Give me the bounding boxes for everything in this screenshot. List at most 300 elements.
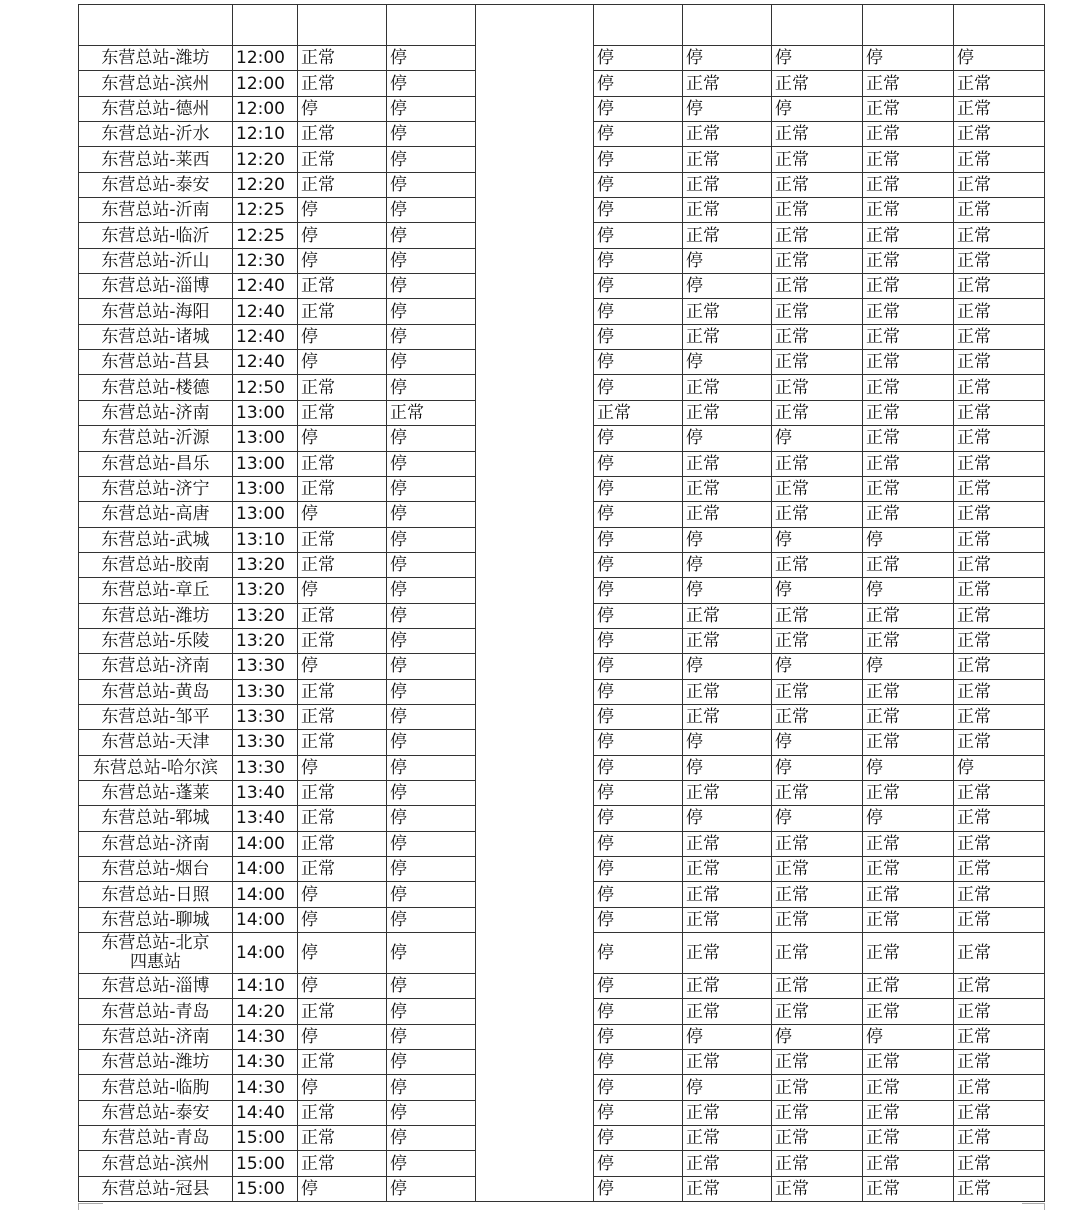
- status-cell: 正常: [298, 375, 387, 400]
- header-status-3: [594, 5, 683, 46]
- status-cell: 正常: [772, 400, 863, 425]
- gap-cell: [476, 451, 594, 476]
- gap-cell: [476, 780, 594, 805]
- status-cell: 正常: [772, 1151, 863, 1176]
- status-cell: 停: [683, 552, 772, 577]
- status-cell: 停: [594, 1050, 683, 1075]
- time-cell: 12:20: [233, 147, 298, 172]
- status-cell: 正常: [863, 248, 954, 273]
- time-cell: 13:00: [233, 426, 298, 451]
- time-cell: 13:40: [233, 780, 298, 805]
- status-cell: 停: [298, 654, 387, 679]
- status-cell: 正常: [772, 974, 863, 999]
- status-cell: 停: [298, 324, 387, 349]
- gap-cell: [476, 299, 594, 324]
- table-row: [79, 1024, 1045, 1049]
- status-cell: 停: [772, 96, 863, 121]
- status-cell: 停: [594, 1176, 683, 1201]
- route-cell: 东营总站-济南: [79, 831, 233, 856]
- status-cell: 正常: [863, 451, 954, 476]
- status-cell: 正常: [298, 831, 387, 856]
- status-cell: 停: [772, 654, 863, 679]
- status-cell: 停: [683, 654, 772, 679]
- status-cell: 停: [954, 755, 1045, 780]
- table-row: [79, 46, 1045, 71]
- table-row: [79, 603, 1045, 628]
- table-row: [79, 933, 1045, 974]
- table-row: [79, 907, 1045, 932]
- route-line-2: 四惠站: [130, 952, 181, 973]
- status-cell: 停: [683, 527, 772, 552]
- route-cell: 东营总站-沂源: [79, 426, 233, 451]
- status-cell: 正常: [772, 999, 863, 1024]
- status-cell: 停: [594, 1151, 683, 1176]
- route-cell: 东营总站-武城: [79, 527, 233, 552]
- gap-cell: [476, 1024, 594, 1049]
- time-cell: 13:30: [233, 654, 298, 679]
- status-cell: 正常: [683, 324, 772, 349]
- status-cell: 正常: [683, 223, 772, 248]
- status-cell: 停: [772, 730, 863, 755]
- status-cell: 正常: [863, 71, 954, 96]
- status-cell: 正常: [683, 147, 772, 172]
- status-cell: 正常: [298, 679, 387, 704]
- status-cell: 正常: [683, 451, 772, 476]
- status-cell: 停: [594, 502, 683, 527]
- route-cell: 东营总站-高唐: [79, 502, 233, 527]
- table-row: [79, 527, 1045, 552]
- route-cell: 东营总站-潍坊: [79, 603, 233, 628]
- status-cell: 正常: [954, 1100, 1045, 1125]
- status-cell: 正常: [683, 679, 772, 704]
- table-row: [79, 755, 1045, 780]
- status-cell: 停: [387, 375, 476, 400]
- status-cell: 停: [863, 578, 954, 603]
- route-line-1: 东营总站-北京: [101, 933, 210, 954]
- status-cell: 正常: [683, 198, 772, 223]
- status-cell: 正常: [772, 1050, 863, 1075]
- gap-cell: [476, 274, 594, 299]
- time-cell: 13:20: [233, 552, 298, 577]
- route-cell: 东营总站-济南: [79, 400, 233, 425]
- status-cell: 正常: [954, 122, 1045, 147]
- gap-cell: [476, 882, 594, 907]
- time-cell: 12:40: [233, 350, 298, 375]
- status-cell: 正常: [772, 223, 863, 248]
- table-row: [79, 806, 1045, 831]
- route-cell: 东营总站-济南: [79, 1024, 233, 1049]
- time-cell: 13:00: [233, 502, 298, 527]
- status-cell: 正常: [772, 1126, 863, 1151]
- schedule-body: [79, 46, 1045, 1202]
- status-cell: 停: [387, 274, 476, 299]
- status-cell: 停: [387, 552, 476, 577]
- gap-cell: [476, 147, 594, 172]
- status-cell: 正常: [772, 1100, 863, 1125]
- status-cell: 正常: [298, 1126, 387, 1151]
- status-cell: 正常: [772, 628, 863, 653]
- status-cell: 正常: [863, 375, 954, 400]
- status-cell: 停: [594, 274, 683, 299]
- status-cell: 停: [594, 324, 683, 349]
- route-cell: 东营总站-潍坊: [79, 1050, 233, 1075]
- status-cell: 正常: [863, 679, 954, 704]
- status-cell: 停: [594, 350, 683, 375]
- route-cell: 东营总站-黄岛: [79, 679, 233, 704]
- route-cell: 东营总站-青岛: [79, 1126, 233, 1151]
- status-cell: 正常: [863, 780, 954, 805]
- route-cell: 东营总站-郓城: [79, 806, 233, 831]
- status-cell: 停: [387, 999, 476, 1024]
- status-cell: 停: [772, 755, 863, 780]
- time-cell: 12:00: [233, 71, 298, 96]
- status-cell: 正常: [863, 147, 954, 172]
- route-cell: 东营总站-淄博: [79, 274, 233, 299]
- status-cell: 正常: [594, 400, 683, 425]
- status-cell: 正常: [772, 907, 863, 932]
- status-cell: 停: [594, 46, 683, 71]
- status-cell: 正常: [683, 1126, 772, 1151]
- gap-cell: [476, 603, 594, 628]
- status-cell: 正常: [863, 274, 954, 299]
- status-cell: 停: [683, 426, 772, 451]
- time-cell: 12:00: [233, 46, 298, 71]
- time-cell: 13:20: [233, 603, 298, 628]
- status-cell: 停: [298, 198, 387, 223]
- gap-cell: [476, 375, 594, 400]
- status-cell: 正常: [954, 172, 1045, 197]
- status-cell: 停: [594, 857, 683, 882]
- status-cell: 正常: [683, 603, 772, 628]
- status-cell: 正常: [863, 831, 954, 856]
- route-cell: 东营总站-胶南: [79, 552, 233, 577]
- gap-cell: [476, 679, 594, 704]
- status-cell: 停: [387, 299, 476, 324]
- time-cell: 12:40: [233, 299, 298, 324]
- table-row: [79, 552, 1045, 577]
- route-cell: 东营总站-德州: [79, 96, 233, 121]
- table-row: [79, 578, 1045, 603]
- status-cell: 正常: [954, 1176, 1045, 1201]
- status-cell: 正常: [954, 578, 1045, 603]
- table-row: [79, 1176, 1045, 1201]
- status-cell: 停: [683, 730, 772, 755]
- status-cell: 正常: [954, 71, 1045, 96]
- status-cell: 停: [387, 857, 476, 882]
- table-row: [79, 324, 1045, 349]
- status-cell: 正常: [683, 299, 772, 324]
- status-cell: 正常: [863, 122, 954, 147]
- route-cell: 东营总站-临沂: [79, 223, 233, 248]
- status-cell: 停: [387, 806, 476, 831]
- gap-cell: [476, 223, 594, 248]
- gap-cell: [476, 122, 594, 147]
- table-row: [79, 451, 1045, 476]
- table-row: [79, 476, 1045, 501]
- status-cell: 正常: [863, 907, 954, 932]
- gap-cell: [476, 704, 594, 729]
- status-cell: 停: [683, 96, 772, 121]
- status-cell: 正常: [683, 400, 772, 425]
- status-cell: 正常: [683, 375, 772, 400]
- status-cell: 正常: [954, 299, 1045, 324]
- status-cell: 停: [683, 274, 772, 299]
- status-cell: 正常: [298, 46, 387, 71]
- status-cell: 正常: [298, 704, 387, 729]
- time-cell: 12:25: [233, 198, 298, 223]
- status-cell: 正常: [683, 628, 772, 653]
- status-cell: 停: [594, 527, 683, 552]
- status-cell: 正常: [954, 527, 1045, 552]
- time-cell: 14:00: [233, 933, 298, 974]
- status-cell: 停: [863, 755, 954, 780]
- time-cell: 12:50: [233, 375, 298, 400]
- status-cell: 停: [387, 324, 476, 349]
- status-cell: 停: [298, 907, 387, 932]
- header-route: [79, 5, 233, 46]
- status-cell: 停: [594, 426, 683, 451]
- table-row: [79, 831, 1045, 856]
- status-cell: 停: [683, 248, 772, 273]
- table-row: [79, 1126, 1045, 1151]
- status-cell: 正常: [683, 71, 772, 96]
- gap-cell: [476, 907, 594, 932]
- status-cell: 停: [772, 527, 863, 552]
- route-cell: 东营总站-沂南: [79, 198, 233, 223]
- status-cell: 停: [683, 1075, 772, 1100]
- header-row: [79, 5, 1045, 46]
- table-row: [79, 1100, 1045, 1125]
- status-cell: 正常: [954, 426, 1045, 451]
- status-cell: 正常: [683, 831, 772, 856]
- table-row: [79, 96, 1045, 121]
- table-row: [79, 274, 1045, 299]
- status-cell: 正常: [954, 654, 1045, 679]
- time-cell: 13:20: [233, 628, 298, 653]
- gap-cell: [476, 806, 594, 831]
- status-cell: 停: [772, 806, 863, 831]
- status-cell: 正常: [772, 198, 863, 223]
- gap-cell: [476, 552, 594, 577]
- status-cell: 停: [594, 299, 683, 324]
- route-cell: 东营总站-泰安: [79, 1100, 233, 1125]
- status-cell: 正常: [863, 476, 954, 501]
- status-cell: 停: [387, 628, 476, 653]
- status-cell: 停: [387, 46, 476, 71]
- status-cell: 停: [594, 248, 683, 273]
- status-cell: 停: [683, 1024, 772, 1049]
- status-cell: 正常: [683, 122, 772, 147]
- status-cell: 正常: [863, 299, 954, 324]
- status-cell: 正常: [954, 831, 1045, 856]
- status-cell: 正常: [772, 451, 863, 476]
- status-cell: 停: [298, 96, 387, 121]
- table-row: [79, 248, 1045, 273]
- gap-cell: [476, 755, 594, 780]
- status-cell: 停: [594, 679, 683, 704]
- status-cell: 正常: [954, 198, 1045, 223]
- status-cell: 正常: [863, 1075, 954, 1100]
- status-cell: 正常: [772, 375, 863, 400]
- table-row: [79, 350, 1045, 375]
- status-cell: 停: [863, 46, 954, 71]
- time-cell: 14:00: [233, 882, 298, 907]
- status-cell: 正常: [863, 857, 954, 882]
- status-cell: 正常: [772, 299, 863, 324]
- status-cell: 停: [387, 679, 476, 704]
- status-cell: 停: [683, 806, 772, 831]
- status-cell: 正常: [863, 1050, 954, 1075]
- time-cell: 12:30: [233, 248, 298, 273]
- status-cell: 正常: [863, 730, 954, 755]
- status-cell: 正常: [772, 172, 863, 197]
- status-cell: 正常: [683, 476, 772, 501]
- status-cell: 正常: [298, 400, 387, 425]
- status-cell: 停: [594, 1100, 683, 1125]
- status-cell: 正常: [863, 704, 954, 729]
- status-cell: 正常: [772, 704, 863, 729]
- status-cell: 停: [298, 1176, 387, 1201]
- status-cell: 停: [594, 147, 683, 172]
- status-cell: 正常: [683, 999, 772, 1024]
- status-cell: 停: [772, 1024, 863, 1049]
- time-cell: 13:30: [233, 730, 298, 755]
- status-cell: 正常: [954, 350, 1045, 375]
- status-cell: 正常: [954, 882, 1045, 907]
- status-cell: 停: [594, 375, 683, 400]
- route-cell: 东营总站-沂水: [79, 122, 233, 147]
- route-cell: 东营总站-楼德: [79, 375, 233, 400]
- status-cell: 正常: [683, 1176, 772, 1201]
- status-cell: 正常: [387, 400, 476, 425]
- gap-cell: [476, 831, 594, 856]
- route-cell: 东营总站-哈尔滨: [79, 755, 233, 780]
- status-cell: 正常: [772, 679, 863, 704]
- status-cell: 停: [594, 1024, 683, 1049]
- route-cell: 东营总站-青岛: [79, 999, 233, 1024]
- table-row: [79, 172, 1045, 197]
- route-cell: 东营总站-烟台: [79, 857, 233, 882]
- time-cell: 12:10: [233, 122, 298, 147]
- status-cell: 正常: [954, 324, 1045, 349]
- route-cell: 东营总站-冠县: [79, 1176, 233, 1201]
- header-status-2: [387, 5, 476, 46]
- status-cell: 停: [772, 578, 863, 603]
- status-cell: 正常: [954, 628, 1045, 653]
- route-cell: 东营总站-聊城: [79, 907, 233, 932]
- status-cell: 正常: [298, 172, 387, 197]
- status-cell: 停: [298, 1075, 387, 1100]
- route-cell: 东营总站-日照: [79, 882, 233, 907]
- status-cell: 正常: [298, 527, 387, 552]
- table-row: [79, 400, 1045, 425]
- route-cell: 东营总站-莒县: [79, 350, 233, 375]
- time-cell: 13:10: [233, 527, 298, 552]
- table-row: [79, 628, 1045, 653]
- table-row: [79, 704, 1045, 729]
- status-cell: 停: [387, 730, 476, 755]
- status-cell: 正常: [772, 350, 863, 375]
- route-cell: 东营总站-临朐: [79, 1075, 233, 1100]
- time-cell: 14:30: [233, 1050, 298, 1075]
- status-cell: 停: [594, 999, 683, 1024]
- status-cell: 正常: [298, 299, 387, 324]
- status-cell: 正常: [772, 324, 863, 349]
- status-cell: 正常: [772, 274, 863, 299]
- status-cell: 正常: [954, 451, 1045, 476]
- gap-cell: [476, 1151, 594, 1176]
- route-cell: 东营总站-济宁: [79, 476, 233, 501]
- status-cell: 正常: [298, 857, 387, 882]
- time-cell: 12:40: [233, 274, 298, 299]
- status-cell: 正常: [772, 248, 863, 273]
- status-cell: 正常: [683, 1100, 772, 1125]
- status-cell: 正常: [863, 172, 954, 197]
- status-cell: 停: [298, 933, 387, 974]
- status-cell: 停: [594, 96, 683, 121]
- table-row: [79, 1151, 1045, 1176]
- table-row: [79, 1075, 1045, 1100]
- gap-cell: [476, 974, 594, 999]
- status-cell: 停: [387, 1050, 476, 1075]
- status-cell: 停: [298, 426, 387, 451]
- status-cell: 停: [387, 147, 476, 172]
- status-cell: 停: [387, 248, 476, 273]
- status-cell: 停: [594, 882, 683, 907]
- status-cell: 正常: [863, 974, 954, 999]
- header-status-4: [683, 5, 772, 46]
- status-cell: 正常: [772, 71, 863, 96]
- header-status-1: [298, 5, 387, 46]
- status-cell: 停: [387, 198, 476, 223]
- status-cell: 停: [387, 974, 476, 999]
- status-cell: 正常: [683, 1151, 772, 1176]
- status-cell: 正常: [298, 628, 387, 653]
- route-cell: 东营总站-泰安: [79, 172, 233, 197]
- status-cell: 正常: [863, 324, 954, 349]
- route-cell: 东营总站-潍坊: [79, 46, 233, 71]
- status-cell: 正常: [954, 704, 1045, 729]
- header-status-5: [772, 5, 863, 46]
- status-cell: 正常: [772, 552, 863, 577]
- status-cell: 停: [594, 933, 683, 974]
- gap-cell: [476, 96, 594, 121]
- status-cell: 停: [772, 426, 863, 451]
- status-cell: 正常: [298, 1100, 387, 1125]
- status-cell: 正常: [954, 375, 1045, 400]
- status-cell: 正常: [863, 400, 954, 425]
- status-cell: 停: [594, 730, 683, 755]
- status-cell: 正常: [863, 350, 954, 375]
- status-cell: 停: [387, 1151, 476, 1176]
- status-cell: 停: [594, 907, 683, 932]
- status-cell: 停: [594, 831, 683, 856]
- status-cell: 正常: [954, 1050, 1045, 1075]
- table-row: [79, 730, 1045, 755]
- status-cell: 正常: [863, 933, 954, 974]
- status-cell: 停: [387, 476, 476, 501]
- status-cell: 正常: [683, 882, 772, 907]
- status-cell: 正常: [683, 857, 772, 882]
- status-cell: 停: [387, 755, 476, 780]
- status-cell: 停: [387, 882, 476, 907]
- route-cell: 东营总站-滨州: [79, 71, 233, 96]
- status-cell: 停: [594, 578, 683, 603]
- status-cell: 停: [772, 46, 863, 71]
- gap-cell: [476, 1126, 594, 1151]
- status-cell: 停: [387, 71, 476, 96]
- status-cell: 正常: [772, 933, 863, 974]
